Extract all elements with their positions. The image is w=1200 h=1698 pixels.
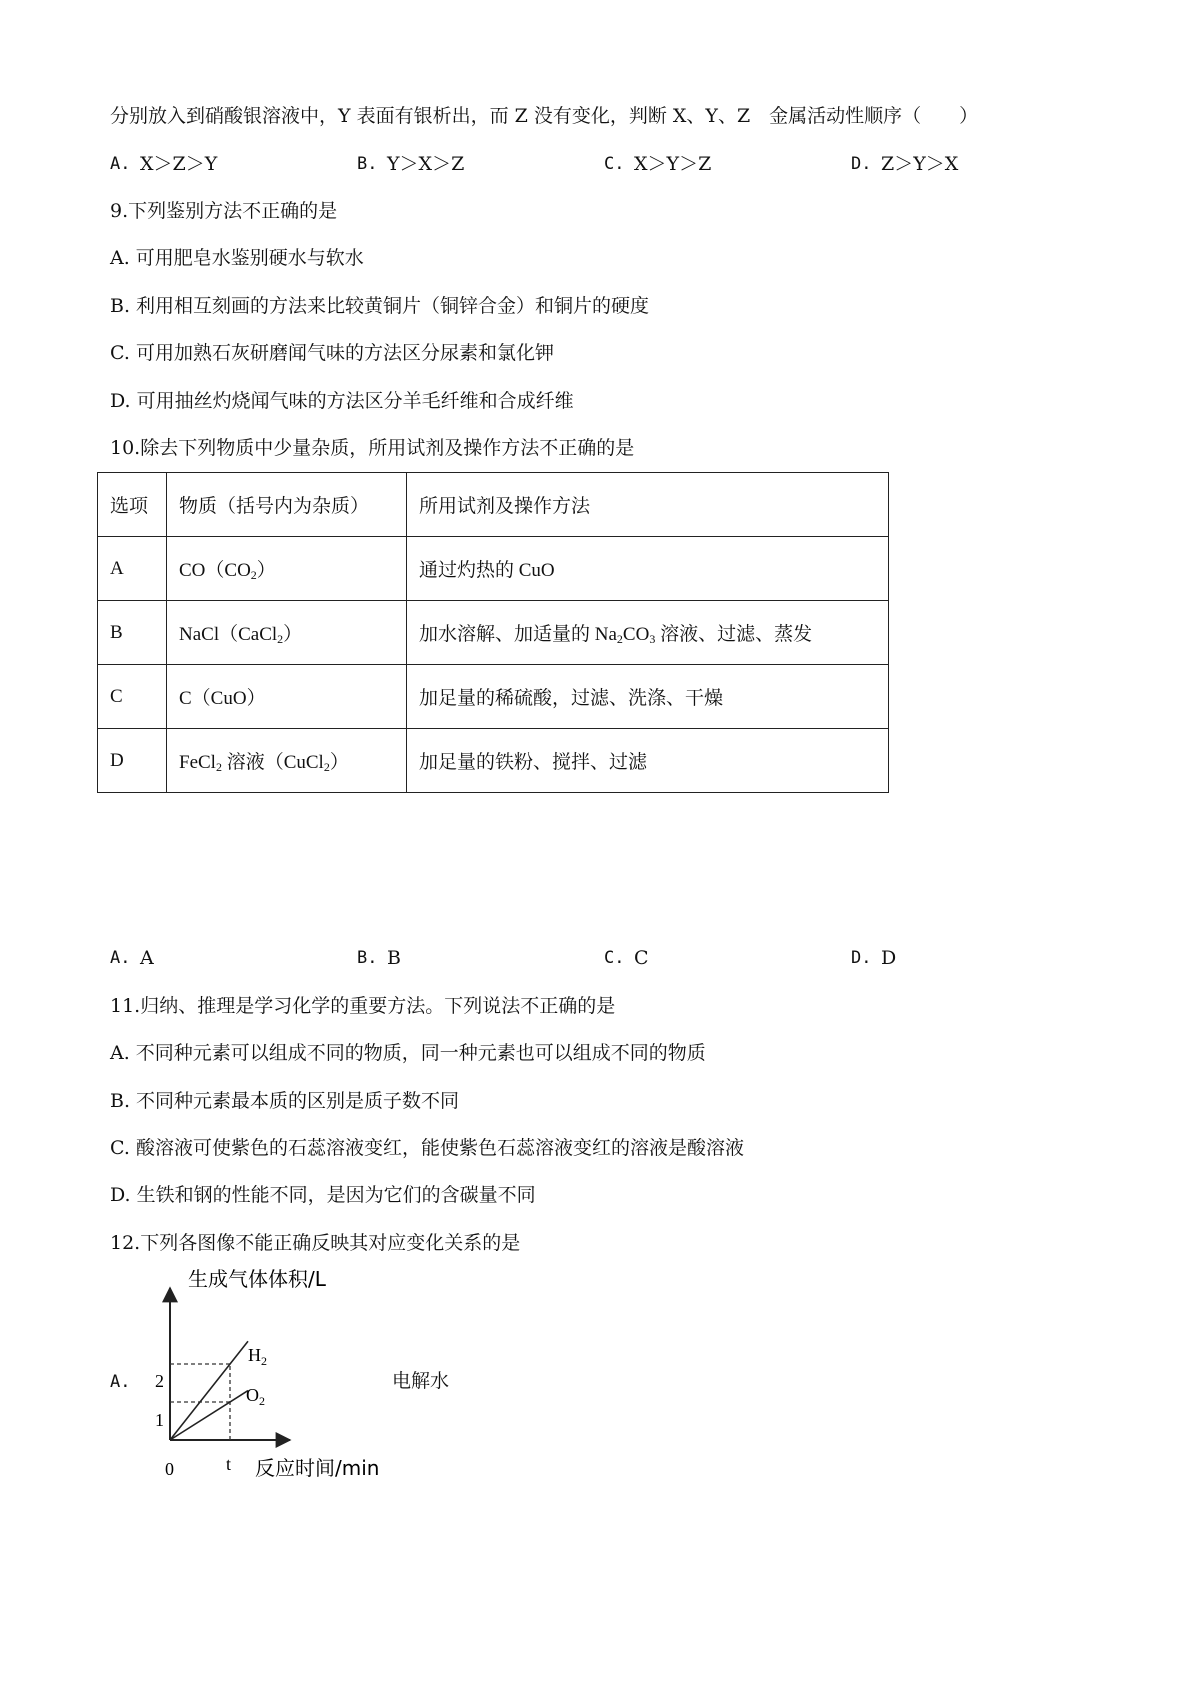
q11-stem: 11.归纳、推理是学习化学的重要方法。下列说法不正确的是 xyxy=(110,995,616,1017)
table-header-row xyxy=(98,473,889,537)
table-row xyxy=(98,537,889,601)
chart-series-line-h2 xyxy=(170,1341,248,1440)
table-row xyxy=(98,665,889,729)
row-method: 通过灼热的 CuO xyxy=(407,537,889,601)
series-label-o2: $O_2$ xyxy=(246,1385,265,1408)
chart-y-tick-1: 1 xyxy=(155,1410,164,1430)
q12-option-a-letter: A. xyxy=(110,1372,131,1392)
table-row xyxy=(98,729,889,793)
q9-option-b: B. 利用相互刻画的方法来比较黄铜片（铜锌合金）和铜片的硬度 xyxy=(110,295,650,317)
chart-xlabel: 反应时间/min xyxy=(255,1456,380,1480)
q11-option-d: D. 生铁和钢的性能不同，是因为它们的含碳量不同 xyxy=(110,1184,536,1206)
q12-stem: 12.下列各图像不能正确反映其对应变化关系的是 xyxy=(110,1232,521,1254)
q11-option-b: B. 不同种元素最本质的区别是质子数不同 xyxy=(110,1090,460,1112)
q10-table xyxy=(97,472,889,793)
electrolysis-chart xyxy=(155,1267,400,1492)
row-option: A xyxy=(98,537,167,601)
row-substance: $CO(CO_2)$ xyxy=(167,537,407,601)
row-method: 加水溶解、加适量的 $Na_2CO_3$ 溶液、过滤、蒸发 xyxy=(407,601,889,665)
q10-stem: 10.除去下列物质中少量杂质，所用试剂及操作方法不正确的是 xyxy=(110,437,635,459)
header-option: 选项 xyxy=(98,473,167,537)
q9-option-d: D. 可用抽丝灼烧闻气味的方法区分羊毛纤维和合成纤维 xyxy=(110,390,574,412)
chart-series-line-o2 xyxy=(170,1391,248,1440)
q11-option-a: A. 不同种元素可以组成不同的物质，同一种元素也可以组成不同的物质 xyxy=(110,1042,706,1064)
q9-option-c: C. 可用加熟石灰研磨闻气味的方法区分尿素和氯化钾 xyxy=(110,342,554,364)
series-label-h2: $H_2$ xyxy=(248,1345,267,1368)
q9-stem: 9.下列鉴别方法不正确的是 xyxy=(110,200,338,222)
chart-y-tick-2: 2 xyxy=(155,1371,164,1391)
row-substance: C（CuO） xyxy=(167,665,407,729)
header-method: 所用试剂及操作方法 xyxy=(407,473,889,537)
table-row xyxy=(98,601,889,665)
q12-option-a-caption: 电解水 xyxy=(392,1370,450,1392)
chart-origin-label: 0 xyxy=(165,1459,174,1479)
row-substance: FeCl$_2$ 溶液（CuCl$_2$） xyxy=(167,729,407,793)
q9-option-a: A. 可用肥皂水鉴别硬水与软水 xyxy=(110,247,364,269)
row-method: 加足量的稀硫酸，过滤、洗涤、干燥 xyxy=(407,665,889,729)
row-method: 加足量的铁粉、搅拌、过滤 xyxy=(407,729,889,793)
row-option: C xyxy=(98,665,167,729)
row-option: D xyxy=(98,729,167,793)
row-option: B xyxy=(98,601,167,665)
chart-ylabel: 生成气体体积/L xyxy=(188,1267,326,1291)
q11-option-c: C. 酸溶液可使紫色的石蕊溶液变红，能使紫色石蕊溶液变红的溶液是酸溶液 xyxy=(110,1137,744,1159)
header-substance: 物质（括号内为杂质） xyxy=(167,473,407,537)
row-substance: NaCl（CaCl$_2$） xyxy=(167,601,407,665)
chart-x-tick-t: t xyxy=(226,1454,232,1474)
q8-stem: 分别放入到硝酸银溶液中，Y 表面有银析出，而 Z 没有变化，判断 X、Y、Z 金属活动性顺序（ ） xyxy=(110,105,979,127)
